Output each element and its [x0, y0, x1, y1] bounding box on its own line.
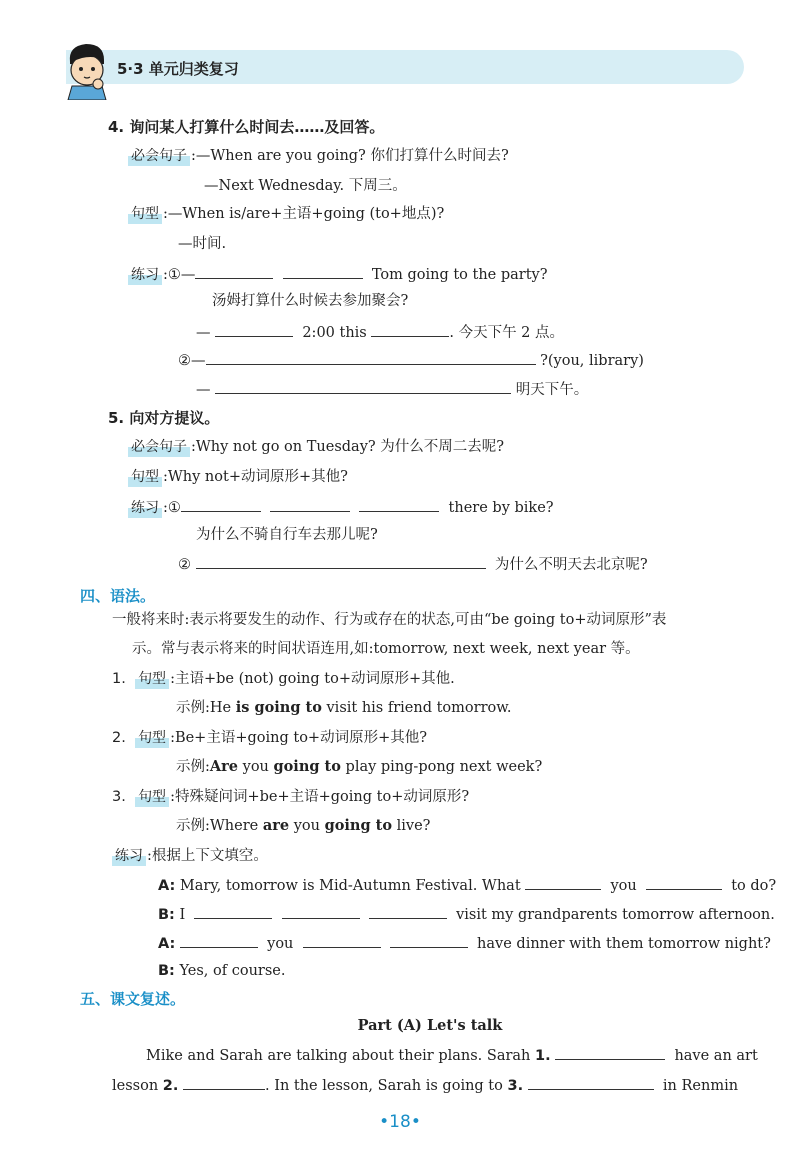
item-number: 1. [112, 671, 126, 687]
s5-pattern-line [128, 467, 348, 487]
item-pattern: :主语+be (not) going to+动词原形+其他. [170, 671, 455, 687]
s5-pattern-text: :Why not+动词原形+其他? [163, 469, 348, 485]
s4-title: 4. 询问某人打算什么时间去……及回答。 [108, 118, 385, 136]
item-pattern: :Be+主语+going to+动词原形+其他? [170, 730, 427, 746]
example-label: 示例: [176, 759, 210, 775]
dialog-a2 [158, 932, 771, 954]
practice-tag: 练习 [112, 846, 146, 866]
blank-input[interactable] [183, 1074, 265, 1090]
grammar-item-3 [112, 787, 469, 807]
dialog-text: visit my grandparents tomorrow afternoon. [456, 907, 775, 923]
ex1a-prefix: — [196, 325, 211, 341]
page-number: •18• [379, 1112, 421, 1132]
pattern-tag: 句型 [128, 467, 162, 487]
practice-tag: 练习 [128, 498, 162, 518]
example-bold: going to [273, 758, 341, 775]
s5-ex1-cn: 为什么不骑自行车去那儿呢? [196, 527, 378, 543]
blank-input[interactable] [181, 496, 261, 512]
example-part: play ping-pong next week? [340, 759, 543, 775]
s4-ex2-line [178, 349, 644, 371]
page-header-title: 5·3 单元归类复习 [117, 60, 239, 78]
example-bold: Are [209, 758, 239, 775]
pattern-tag: 句型 [135, 787, 169, 807]
s5-title: 5. 向对方提议。 [108, 409, 220, 427]
blank-input[interactable] [371, 321, 449, 337]
grammar-intro-2: 示。常与表示将来的时间状语连用,如:tomorrow, next week, next year 等。 [132, 641, 640, 657]
s4-pattern-1: :—When is/are+主语+going (to+地点)? [163, 206, 445, 222]
ex1-text: there by bike? [448, 500, 554, 516]
dialog-b1 [158, 903, 775, 925]
boy-thinking-icon [60, 40, 114, 100]
must-tag: 必会句子 [128, 146, 190, 166]
ex1-text: Tom going to the party? [371, 267, 548, 283]
s4-ex1a-line [196, 321, 564, 343]
practice-tag: 练习 [128, 265, 162, 285]
example-part: you [238, 759, 274, 775]
example-label: 示例: [176, 700, 210, 716]
dialog-text: have dinner with them tomorrow night? [477, 936, 771, 952]
blank-number: 2. [162, 1078, 179, 1094]
blank-input[interactable] [270, 496, 350, 512]
grammar-practice-line [112, 846, 268, 866]
grammar-item-1 [112, 669, 455, 689]
s4-pattern-2: —时间. [178, 236, 227, 252]
blank-input[interactable] [180, 932, 258, 948]
retell-line-2 [112, 1074, 738, 1096]
example-part: He [209, 700, 236, 716]
dialog-text: Mary, tomorrow is Mid-Autumn Festival. What [179, 878, 521, 894]
example-part: you [289, 818, 325, 834]
blank-input[interactable] [215, 321, 293, 337]
blank-input[interactable] [369, 903, 447, 919]
blank-input[interactable] [196, 553, 486, 569]
dialog-text: I [179, 907, 186, 923]
retell-text: Mike and Sarah are talking about their plans. Sarah [146, 1048, 535, 1064]
grammar-example-1 [176, 698, 512, 718]
example-label: 示例: [176, 818, 210, 834]
blank-input[interactable] [359, 496, 439, 512]
pattern-tag: 句型 [135, 669, 169, 689]
example-part: visit his friend tomorrow. [321, 700, 512, 716]
example-bold: is going to [235, 699, 322, 716]
blank-input[interactable] [646, 874, 722, 890]
blank-input[interactable] [215, 378, 511, 394]
retell-part-title: Part (A) Let's talk [357, 1017, 503, 1034]
grammar-example-2 [176, 757, 542, 777]
blank-input[interactable] [528, 1074, 654, 1090]
speaker-b: B: [158, 963, 175, 979]
s4-pattern-line [128, 204, 444, 224]
blank-input[interactable] [283, 263, 363, 279]
s4-ex1-cn: 汤姆打算什么时候去参加聚会? [212, 293, 409, 309]
ex2-prefix: ②— [178, 353, 206, 369]
ex2a-cn: 明天下午。 [515, 382, 589, 398]
blank-input[interactable] [303, 932, 381, 948]
ex1a-mid: 2:00 this [302, 325, 367, 341]
s5-ex1-line [128, 496, 554, 518]
ex2-prefix: ② [178, 557, 191, 573]
s4-must-q: :—When are you going? 你们打算什么时间去? [191, 148, 509, 164]
dialog-text: you [610, 878, 637, 894]
grammar-example-3 [176, 816, 430, 836]
speaker-b: B: [158, 907, 175, 923]
dialog-b2 [158, 961, 285, 981]
grammar-item-2 [112, 728, 427, 748]
blank-input[interactable] [194, 903, 272, 919]
blank-input[interactable] [282, 903, 360, 919]
grammar-intro-1: 一般将来时:表示将要发生的动作、行为或存在的状态,可由“be going to+动词原形”表 [112, 612, 667, 628]
ex1-prefix: :① [163, 500, 181, 516]
item-number: 2. [112, 730, 126, 746]
example-part: live? [392, 818, 431, 834]
blank-input[interactable] [390, 932, 468, 948]
retell-text: lesson [112, 1078, 163, 1094]
retell-line-1 [146, 1044, 758, 1066]
dialog-text: to do? [731, 878, 777, 894]
grammar-title: 四、语法。 [80, 587, 156, 605]
s4-must-a: —Next Wednesday. 下周三。 [204, 178, 407, 194]
ex2-hint: ?(you, library) [540, 353, 644, 369]
retell-title: 五、课文复述。 [80, 990, 186, 1008]
pattern-tag: 句型 [135, 728, 169, 748]
ex2a-prefix: — [196, 382, 211, 398]
example-bold: going to [324, 817, 393, 834]
speaker-a: A: [158, 936, 176, 952]
dialog-text: you [267, 936, 294, 952]
s5-must-text: :Why not go on Tuesday? 为什么不周二去呢? [191, 439, 505, 455]
item-pattern: :特殊疑问词+be+主语+going to+动词原形? [170, 789, 470, 805]
s4-ex2a-line [196, 378, 588, 400]
s5-must-line [128, 437, 504, 457]
blank-number: 1. [535, 1048, 551, 1064]
retell-text: in Renmin [662, 1078, 739, 1094]
ex1-prefix: :①— [163, 267, 196, 283]
speaker-a: A: [158, 878, 176, 894]
pattern-tag: 句型 [128, 204, 162, 224]
blank-input[interactable] [195, 263, 273, 279]
must-tag: 必会句子 [128, 437, 190, 457]
blank-input[interactable] [206, 349, 536, 365]
item-number: 3. [112, 789, 126, 805]
retell-text: have an art [674, 1048, 758, 1064]
retell-text: . In the lesson, Sarah is going to [265, 1078, 508, 1094]
blank-input[interactable] [555, 1044, 665, 1060]
practice-text: :根据上下文填空。 [147, 848, 268, 864]
s4-must-line [128, 146, 509, 166]
dialog-text: Yes, of course. [179, 963, 286, 979]
ex1a-cn: . 今天下午 2 点。 [449, 325, 565, 341]
ex2-cn: 为什么不明天去北京呢? [494, 557, 648, 573]
s4-ex1-line [128, 263, 548, 285]
example-bold: are [262, 817, 290, 834]
s5-ex2-line [178, 553, 648, 575]
blank-number: 3. [507, 1078, 524, 1094]
dialog-a1 [158, 874, 776, 896]
example-part: Where [209, 818, 263, 834]
blank-input[interactable] [525, 874, 601, 890]
